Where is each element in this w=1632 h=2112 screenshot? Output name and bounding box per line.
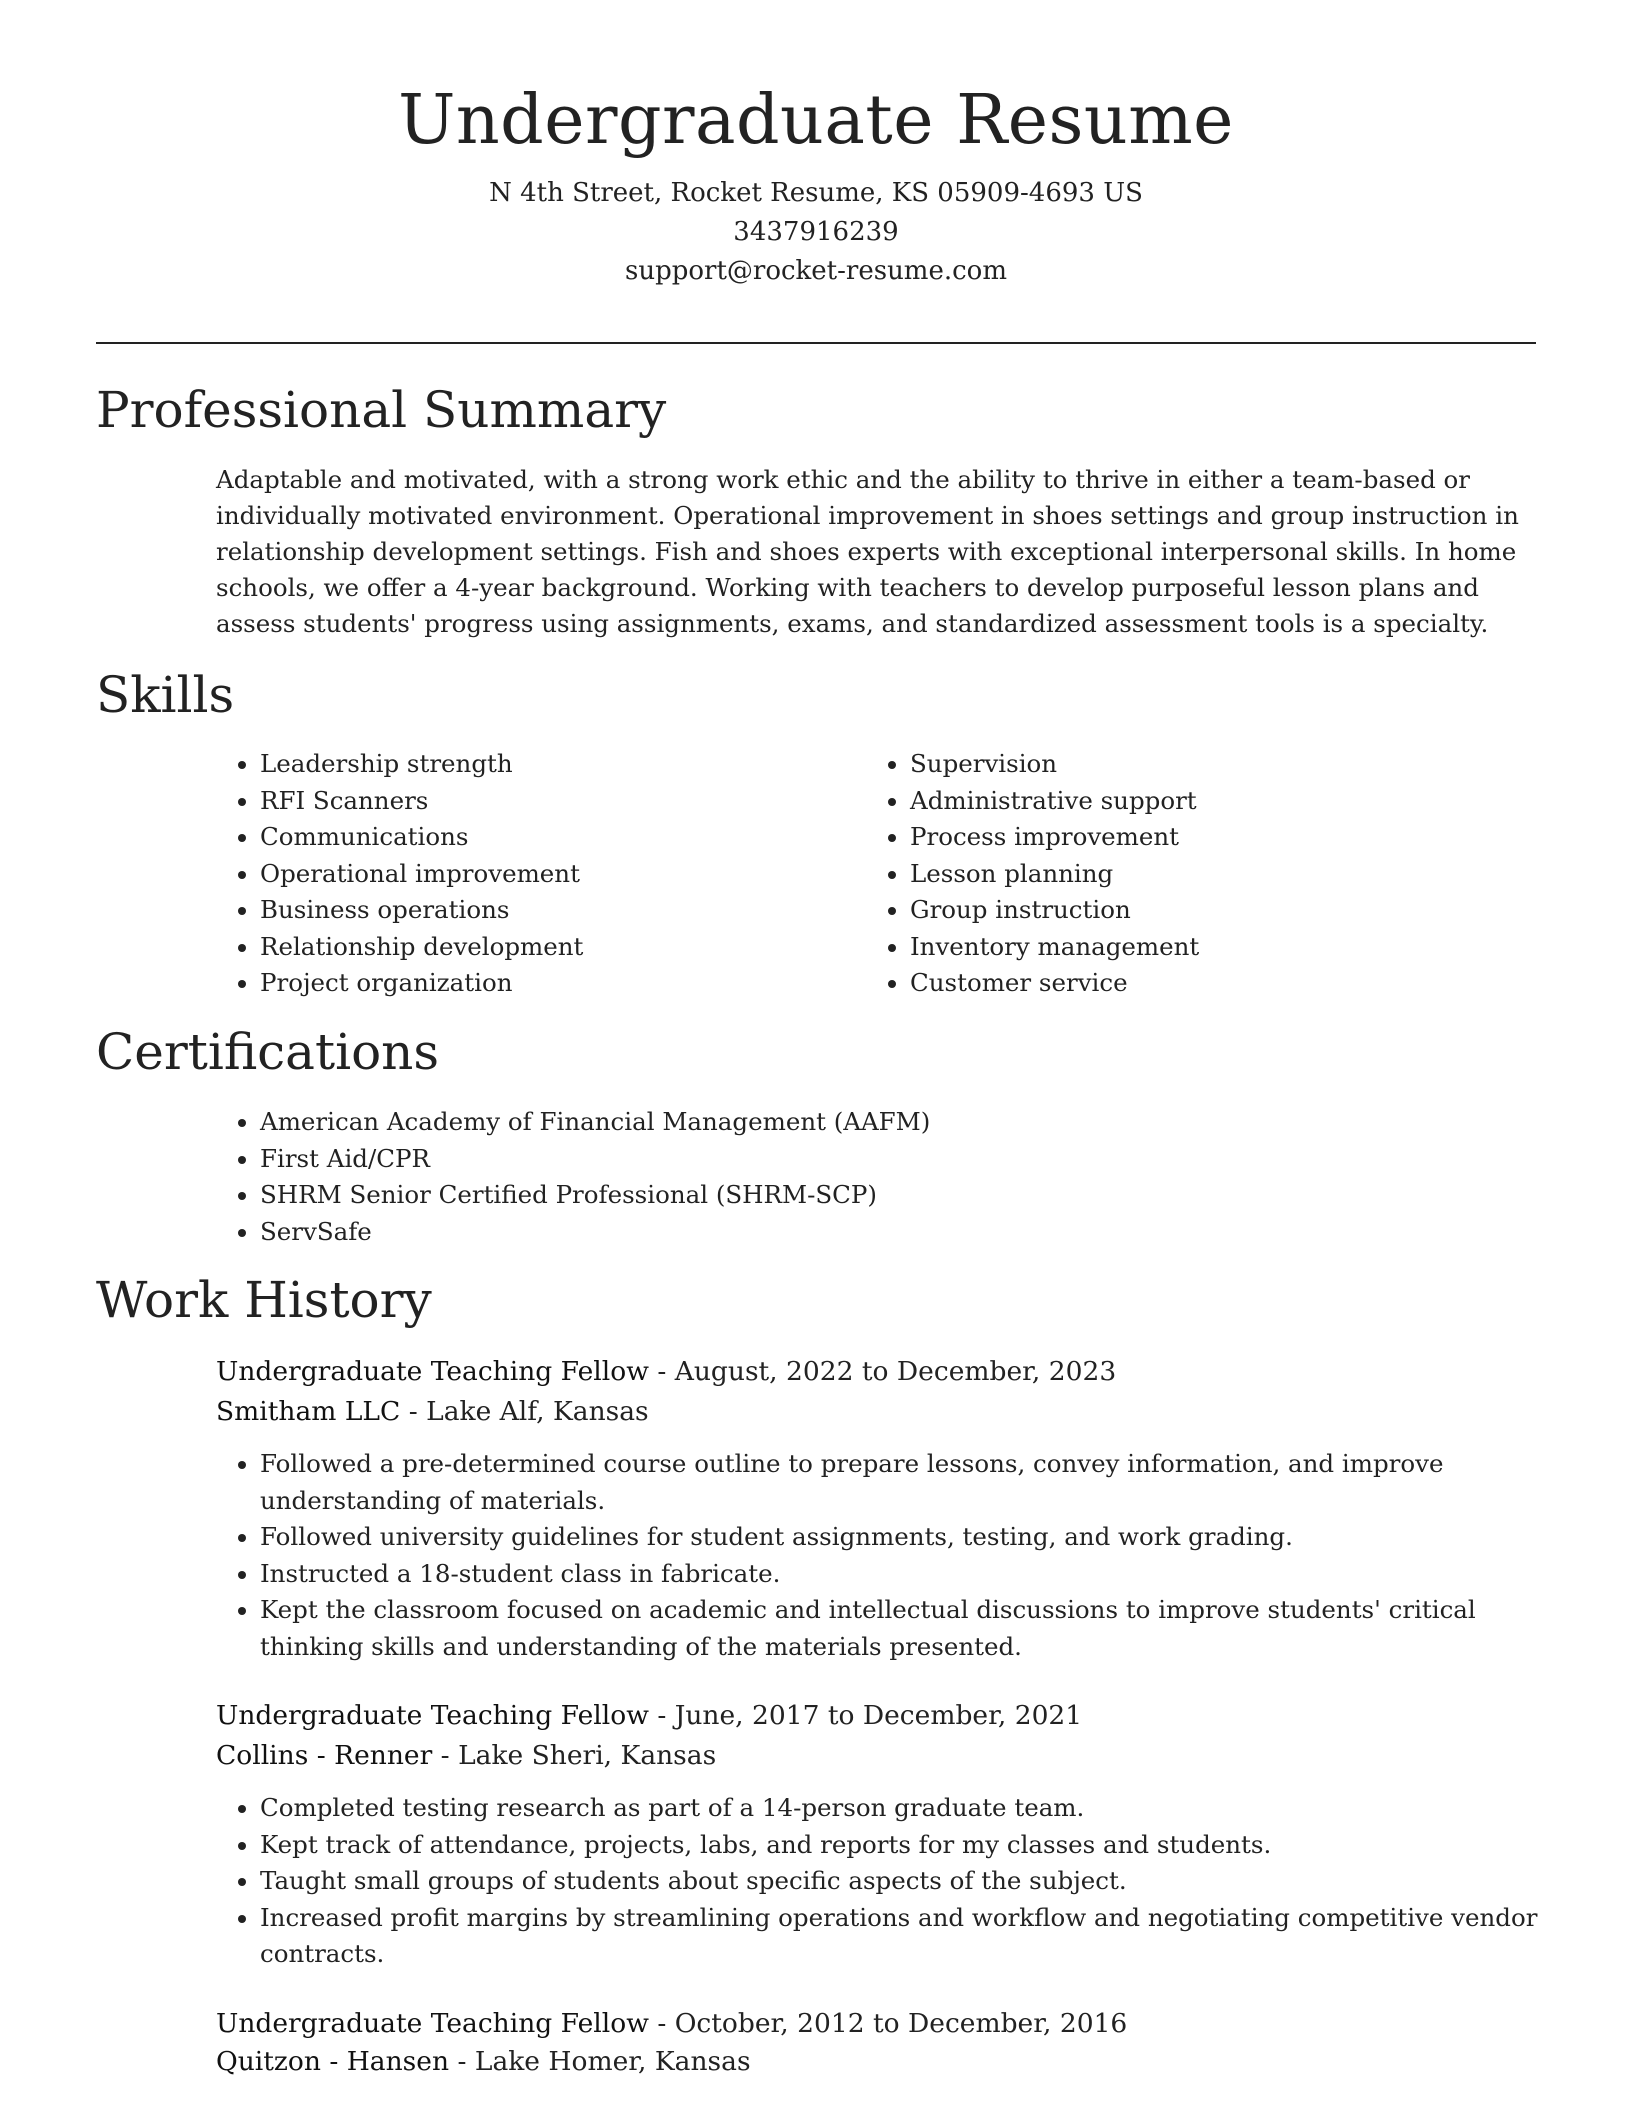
list-item: • Business operations [260,892,820,929]
list-item: • American Academy of Financial Management (AAFM) [260,1104,1560,1141]
contact-address: N 4th Street, Rocket Resume, KS 05909-4693 US [489,177,1143,208]
job-title-line: Undergraduate Teaching Fellow - August, 2022 to December, 2023 [216,1356,1117,1387]
job-title-line: Undergraduate Teaching Fellow - June, 2017 to December, 2021 [216,1700,1083,1731]
list-item: • Completed testing research as part of a 14-person graduate team. [260,1790,1580,1827]
list-item: • Lesson planning [910,856,1510,893]
list-item: • Process improvement [910,819,1510,856]
work-history-heading: Work History [96,1271,432,1329]
contact-info [0,174,1632,291]
job-title: Undergraduate Teaching Fellow [216,2008,649,2039]
list-item: • First Aid/CPR [260,1141,1560,1178]
job-dates: October, 2012 to December, 2016 [674,2008,1128,2039]
contact-email: support@rocket-resume.com [624,255,1007,286]
list-item: • Customer service [910,965,1510,1002]
skills-list-left [216,746,820,1002]
skills-heading: Skills [96,666,235,724]
job-company-line: Smitham LLC - Lake Alf, Kansas [216,1396,649,1427]
list-item: • Operational improvement [260,856,820,893]
job-bullets [216,1446,1580,1665]
list-item: • Kept the classroom focused on academic and intellectual discussions to improve students' critical thinking skills and understanding of the materials presented. [260,1592,1580,1665]
job-company: Smitham LLC [216,1396,401,1427]
header-divider [96,342,1536,344]
job-title-line: Undergraduate Teaching Fellow - October, 2012 to December, 2016 [216,2008,1128,2039]
job-location: Lake Alf, Kansas [426,1396,649,1427]
list-item: • Administrative support [910,783,1510,820]
summary-heading: Professional Summary [96,381,667,439]
list-item: • Relationship development [260,929,820,966]
certifications-list [216,1104,1560,1250]
list-item: • Leadership strength [260,746,820,783]
job-location: Lake Sheri, Kansas [458,1740,717,1771]
list-item: • Project organization [260,965,820,1002]
job-company: Collins - Renner [216,1740,433,1771]
resume-title: Undergraduate Resume [398,81,1234,160]
list-item: • Kept track of attendance, projects, labs, and reports for my classes and students. [260,1827,1580,1864]
list-item: • ServSafe [260,1214,1560,1251]
list-item: • Group instruction [910,892,1510,929]
certifications-heading: Certifications [96,1023,440,1081]
skills-list-right [866,746,1510,1002]
job-title: Undergraduate Teaching Fellow [216,1700,649,1731]
list-item: • RFI Scanners [260,783,820,820]
list-item: • Instructed a 18-student class in fabricate. [260,1556,1580,1593]
list-item: • Communications [260,819,820,856]
list-item: • Increased profit margins by streamlining operations and workflow and negotiating competitive vendor contracts. [260,1900,1580,1973]
list-item: • Followed university guidelines for student assignments, testing, and work grading. [260,1519,1580,1556]
job-bullets [216,1790,1580,1973]
list-item: • Followed a pre-determined course outline to prepare lessons, convey information, and improve understanding of materials. [260,1446,1580,1519]
contact-phone: 3437916239 [733,216,899,247]
job-company: Quitzon - Hansen [216,2046,450,2077]
job-dates: August, 2022 to December, 2023 [674,1356,1117,1387]
job-location: Lake Homer, Kansas [474,2046,751,2077]
job-dates: June, 2017 to December, 2021 [674,1700,1083,1731]
list-item: • Inventory management [910,929,1510,966]
list-item: • Supervision [910,746,1510,783]
job-title: Undergraduate Teaching Fellow [216,1356,649,1387]
resume-header [0,80,1632,291]
list-item: • SHRM Senior Certified Professional (SHRM-SCP) [260,1177,1560,1214]
job-company-line: Quitzon - Hansen - Lake Homer, Kansas [216,2046,751,2077]
list-item: • Taught small groups of students about specific aspects of the subject. [260,1863,1580,1900]
summary-text: Adaptable and motivated, with a strong work ethic and the ability to thrive in either a team-based or individually motivated environment. Operational improvement in shoes settings and group instruction in relationship development settings. Fish and shoes experts with exceptional interpersonal skills. In home schools, we offer a 4-year background. Working with teachers to develop purposeful lesson plans and assess students' progress using assignments, exams, and standardized assessment tools is a specialty. [216,465,1519,638]
job-company-line: Collins - Renner - Lake Sheri, Kansas [216,1740,717,1771]
